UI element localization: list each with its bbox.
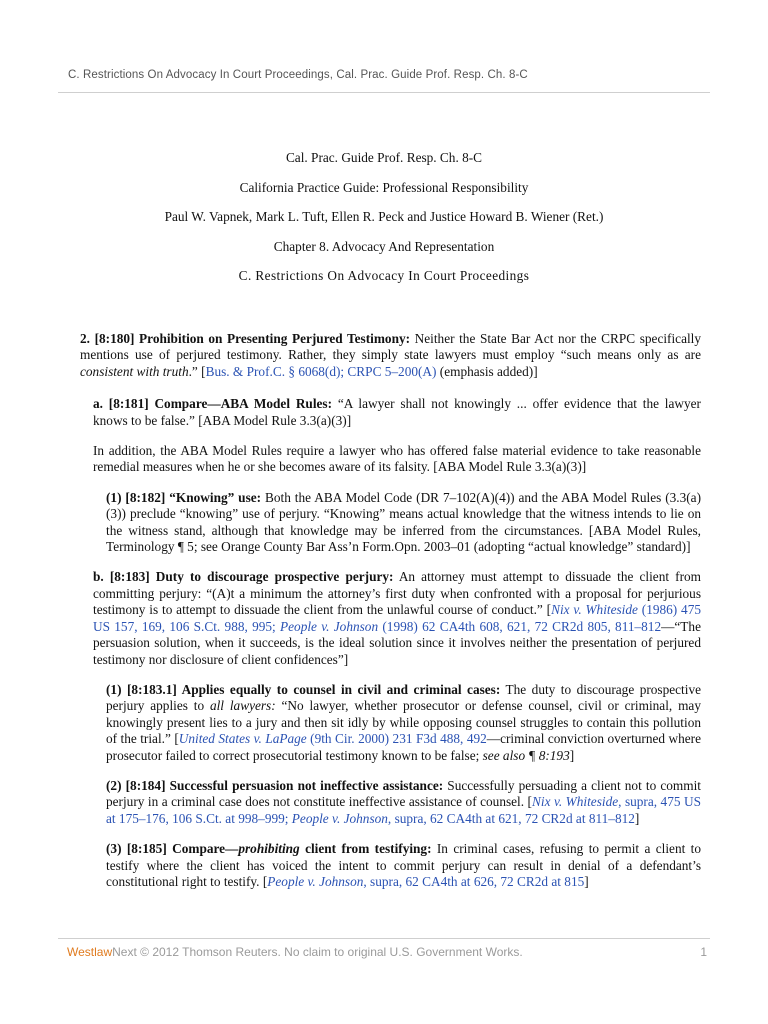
guide-citation: Cal. Prac. Guide Prof. Resp. Ch. 8-C [285, 150, 483, 165]
paragraph-8-182: (1) [8:182] “Knowing” use: Both the ABA Model Code (DR 7–102(A)(4)) and the ABA Model Rules (3.3(a)(3)) preclude “knowing” use of perjury. “Knowing” means actual knowledge that the witness intends to lie on the witness stand, although that knowledge may be inferred from the circumstances. [ABA Model Rules, Terminology ¶ 5; see Orange County Bar Ass’n Form.Opn. 2003–01 (adopting “actual knowledge” standard)] [106, 489, 702, 555]
authors: Paul W. Vapnek, Mark L. Tuft, Ellen R. Peck and Justice Howard B. Wiener (Ret.) [164, 209, 604, 224]
title-block [40, 150, 728, 298]
heading-8-184: (2) [8:184] Successful persuasion not ineffective assistance: [106, 777, 444, 793]
citation-link-johnson-626[interactable]: People v. Johnson, supra, 62 CA4th at 626, 72 CR2d at 815 [267, 873, 585, 889]
citation-link-johnson[interactable]: People v. Johnson (1998) 62 CA4th 608, 621, 72 CR2d 805, 811–812 [280, 618, 662, 634]
paragraph-8-181: a. [8:181] Compare—ABA Model Rules: “A lawyer shall not knowingly ... offer evidence that the lawyer knows to be false.” [ABA Model Rule 3.3(a)(3)] [93, 396, 701, 428]
citation-link-nix-supra[interactable]: Nix v. Whiteside, supra, 475 US at 175–176, 106 S.Ct. at 998–999; [106, 794, 701, 826]
cross-reference-8-193: ¶ 8:193 [525, 747, 570, 763]
footer [67, 945, 707, 959]
heading-8-181: a. [8:181] Compare—ABA Model Rules: [93, 396, 333, 412]
heading-8-183: b. [8:183] Duty to discourage prospective perjury: [93, 569, 394, 585]
guide-title: California Practice Guide: Professional Responsibility [239, 179, 529, 195]
citation-link-lapage[interactable]: United States v. LaPage (9th Cir. 2000) 231 F3d 488, 492 [178, 731, 487, 747]
westlawnext-logo: WestlawNext [67, 945, 137, 959]
document-body [80, 331, 701, 890]
paragraph-8-183: b. [8:183] Duty to discourage prospective perjury: An attorney must attempt to dissuade the client from committing perjury: “(A)t a minimum the attorney’s first duty when confronted with a proposal for perjurious testimony is to attempt to dissuade the client from the unlawful course of conduct.” [Nix v. Whiteside (1986) 475 US 157, 169, 106 S.Ct. 988, 995; People v. Johnson (1998) 62 CA4th 608, 621, 72 CR2d 805, 811–812—“The persuasion solution, when it succeeds, is the ideal solution since it involves neither the presentation of perjured testimony nor disclosure of client confidences”] [93, 569, 701, 667]
heading-8-183-1: (1) [8:183.1] Applies equally to counsel in civil and criminal cases: [106, 681, 501, 697]
paragraph-aba-remedial: In addition, the ABA Model Rules require a lawyer who has offered false material evidence to take reasonable remedial measures when he or she becomes aware of its falsity. [ABA Model Rule 3.3(a)(3)] [93, 443, 701, 475]
heading-8-185: (3) [8:185] Compare—prohibiting client from testifying: [106, 841, 432, 857]
citation-link-johnson-supra[interactable]: People v. Johnson, supra, 62 CA4th at 621, 72 CR2d at 811–812 [291, 810, 635, 826]
citation-link-nix[interactable]: Nix v. Whiteside (1986) 475 US 157, 169, 106 S.Ct. 988, 995; [93, 602, 701, 634]
section-title: C. Restrictions On Advocacy In Court Proceedings [238, 268, 530, 283]
chapter-title: Chapter 8. Advocacy And Representation [273, 238, 495, 254]
citation-link-bus-prof[interactable]: Bus. & Prof.C. § 6068(d); CRPC 5–200(A) [205, 363, 437, 379]
paragraph-8-183-1: (1) [8:183.1] Applies equally to counsel in civil and criminal cases: The duty to discourage prospective perjury applies to all lawyers: “No lawyer, whether prosecutor or defense counsel, civil or criminal, may knowingly present lies to a jury and then sit idly by while opposing counsel struggles to contain this pollution of the trial.” [United States v. LaPage (9th Cir. 2000) 231 F3d 488, 492—criminal conviction overturned where prosecutor failed to correct prosecutorial testimony known to be false; see also ¶ 8:193] [106, 681, 701, 763]
header-divider [58, 92, 710, 93]
paragraph-8-180: 2. [8:180] Prohibition on Presenting Perjured Testimony: Neither the State Bar Act nor the CRPC specifically mentions use of perjured testimony. Rather, they simply state lawyers must employ “such means only as are consistent with truth.” [Bus. & Prof.C. § 6068(d); CRPC 5–200(A) (emphasis added)] [80, 331, 702, 379]
heading-8-180: 2. [8:180] Prohibition on Presenting Perjured Testimony: [80, 331, 411, 346]
paragraph-8-185: (3) [8:185] Compare—prohibiting client from testifying: In criminal cases, refusing to permit a client to testify where the client has voiced the intent to commit perjury can result in denial of a defendant’s constitutional right to testify. [People v. Johnson, supra, 62 CA4th at 626, 72 CR2d at 815] [106, 841, 702, 889]
footer-divider [58, 938, 710, 939]
page-number: 1 [700, 945, 707, 959]
copyright-notice: © 2012 Thomson Reuters. No claim to original U.S. Government Works. [136, 945, 523, 959]
running-header: C. Restrictions On Advocacy In Court Proceedings, Cal. Prac. Guide Prof. Resp. Ch. 8-C [68, 69, 528, 81]
heading-8-182: (1) [8:182] “Knowing” use: [106, 489, 262, 505]
paragraph-8-184: (2) [8:184] Successful persuasion not ineffective assistance: Successfully persuading a client not to commit perjury in a criminal case does not constitute ineffective assistance of counsel. [Nix v. Whiteside, supra, 475 US at 175–176, 106 S.Ct. at 998–999; People v. Johnson, supra, 62 CA4th at 621, 72 CR2d at 811–812] [106, 777, 701, 826]
